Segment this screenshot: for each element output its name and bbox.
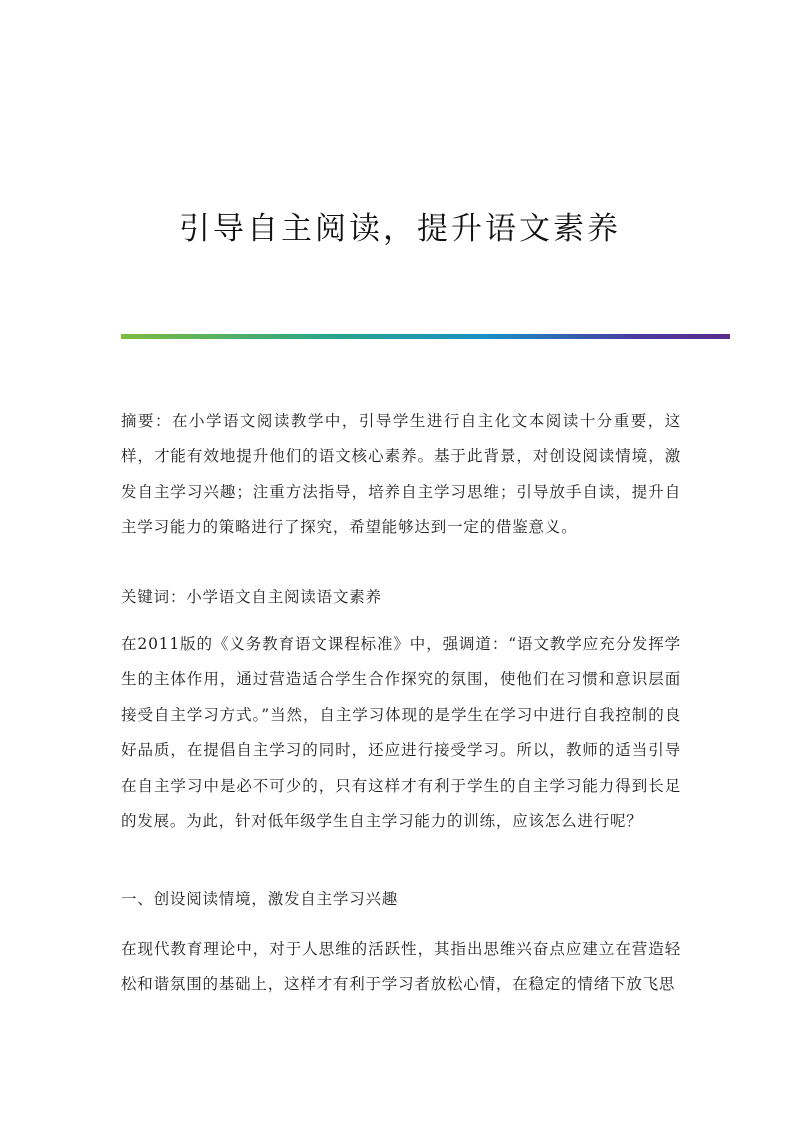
section-paragraph xyxy=(121,932,681,1003)
intro-text: 在2011版的《义务教育语文课程标准》中，强调道：“语文教学应充分发挥学生的主体作用，通过营造适合学生合作探究的氛围，使他们在习惯和意识层面接受自主学习方式。”当然，自主学习体现的是学生在学习中进行自我控制的良好品质，在提倡自主学习的同时，还应进行接受学习。所以，教师的适当引导在自主学习中是必不可少的，只有这样才有利于学生的自主学习能力得到长足的发展。为此，针对低年级学生自主学习能力的训练，应该怎么进行呢？ xyxy=(121,635,681,831)
keywords-text: 关键词：小学语文自主阅读语文素养 xyxy=(121,588,382,606)
abstract-paragraph xyxy=(121,404,681,546)
section-heading xyxy=(121,882,681,917)
section-1-text: 在现代教育理论中，对于人思维的活跃性，其指出思维兴奋点应建立在营造轻松和谐氛围的基础上，这样才有利于学习者放松心情，在稳定的情绪下放飞思 xyxy=(121,940,681,994)
keywords-paragraph xyxy=(121,580,681,615)
abstract-text: 摘要：在小学语文阅读教学中，引导学生进行自主化文本阅读十分重要，这样，才能有效地提升他们的语文核心素养。基于此背景，对创设阅读情境，激发自主学习兴趣；注重方法指导，培养自主学习思维；引导放手自读，提升自主学习能力的策略进行了探究，希望能够达到一定的借鉴意义。 xyxy=(121,412,681,537)
title-divider xyxy=(121,334,730,339)
page-title: 引导自主阅读，提升语文素养 xyxy=(179,210,621,247)
section-1-heading: 一、创设阅读情境，激发自主学习兴趣 xyxy=(121,890,399,908)
intro-paragraph xyxy=(121,627,681,839)
